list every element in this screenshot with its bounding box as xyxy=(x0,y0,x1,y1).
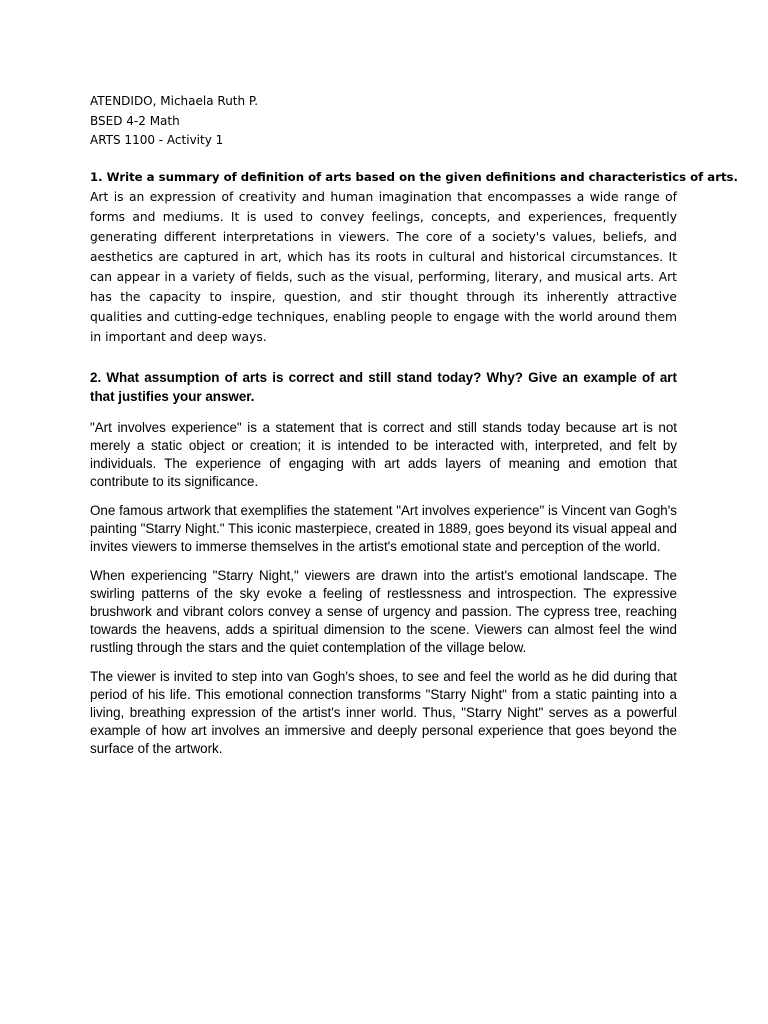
answer-paragraph-2: One famous artwork that exemplifies the statement "Art involves experience" is Vincent van Gogh's painting "Starry Night." This iconic masterpiece, created in 1889, goes beyond its visual appeal and invites viewers to immerse themselves in the artist's emotional state and perception of the world. xyxy=(90,502,677,554)
course-activity: ARTS 1100 - Activity 1 xyxy=(90,133,224,147)
question-2-heading xyxy=(90,368,677,407)
question-1 xyxy=(90,168,738,347)
question-2-heading-text: What assumption of arts is correct and still stand today? Why? Give an example of art that justifies your answer. xyxy=(90,369,677,404)
question-1-heading: 1. Write a summary of definition of arts based on the given definitions and characteristics of arts. xyxy=(90,169,738,184)
student-name: ATENDIDO, Michaela Ruth P. xyxy=(90,94,259,108)
question-2-number: 2. xyxy=(90,369,102,385)
question-1-answer: Art is an expression of creativity and human imagination that encompasses a wide range of forms and mediums. It is used to convey feelings, concepts, and experiences, frequently generating different interpretations in viewers. The core of a society's values, beliefs, and aesthetics are captured in art, which has its roots in cultural and historical circumstances. It can appear in a variety of fields, such as the visual, performing, literary, and musical arts. Art has the capacity to inspire, question, and stir thought through its inherently attractive qualities and cutting-edge techniques, enabling people to engage with the world around them in important and deep ways. xyxy=(90,189,677,344)
answer-paragraph-4: The viewer is invited to step into van Gogh's shoes, to see and feel the world as he did during that period of his life. This emotional connection transforms "Starry Night" from a static painting into a living, breathing expression of the artist's inner world. Thus, "Starry Night" serves as a powerful example of how art involves an immersive and deeply personal experience that goes beyond the surface of the artwork. xyxy=(90,668,677,756)
answer-paragraph-1: "Art involves experience" is a statement that is correct and still stands today because art is not merely a static object or creation; it is intended to be interacted with, interpreted, and felt by individuals. The experience of engaging with art adds layers of meaning and emotion that contribute to its significance. xyxy=(90,419,677,489)
student-header xyxy=(90,92,677,151)
document-page xyxy=(90,92,738,769)
question-2 xyxy=(90,368,677,758)
answer-paragraph-3: When experiencing "Starry Night," viewers are drawn into the artist's emotional landscape. The swirling patterns of the sky evoke a feeling of restlessness and introspection. The expressive brushwork and vibrant colors convey a sense of urgency and passion. The cypress tree, reaching towards the heavens, adds a spiritual dimension to the scene. Viewers can almost feel the wind rustling through the stars and the quiet contemplation of the village below. xyxy=(90,567,677,655)
student-section: BSED 4-2 Math xyxy=(90,113,180,128)
